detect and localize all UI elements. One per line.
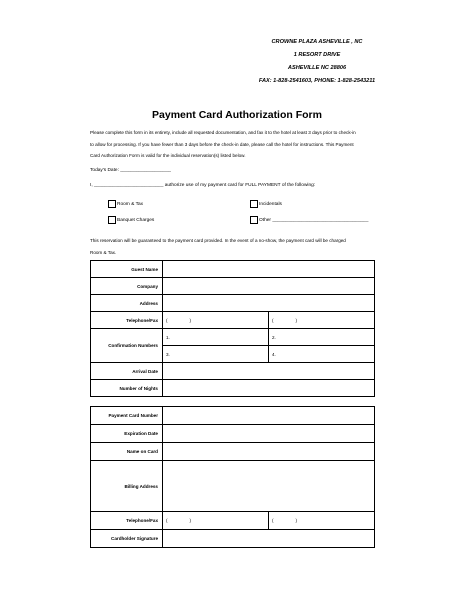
paren-close: )	[189, 317, 192, 323]
incidentals-checkbox[interactable]	[250, 200, 258, 208]
form-title: Payment Card Authorization Form	[152, 109, 322, 121]
paren-open: (	[272, 518, 274, 523]
instructions-line: Card Authorization Form is valid for the individual reservation(s) listed below.	[90, 153, 246, 158]
hotel-name: CROWNE PLAZA ASHEVILLE , NC	[271, 39, 363, 45]
option-banquet[interactable]	[108, 216, 154, 224]
hotel-street: 1 RESORT DRIVE	[293, 52, 341, 58]
card-number-label: Payment Card Number	[91, 407, 163, 425]
option-other[interactable]	[250, 216, 368, 224]
banquet-label: Banquet Charges	[117, 217, 155, 223]
guest-name-field[interactable]	[163, 261, 375, 278]
option-room-tax[interactable]	[108, 200, 143, 208]
guarantee-line: This reservation will be guaranteed to the payment card provided. In the event of a no-show, the payment card will be charged	[90, 238, 346, 243]
guarantee-line: Room & Tax.	[90, 249, 117, 255]
address-field[interactable]	[163, 295, 375, 312]
fax-field[interactable]	[269, 312, 375, 329]
signature-label: Cardholder Signature	[91, 530, 163, 548]
instructions	[90, 127, 380, 162]
company-label: Company	[91, 278, 163, 295]
card-fax-field[interactable]	[269, 512, 375, 530]
guest-name-label: Guest Name	[91, 261, 163, 278]
confirmation-numbers-label: Confirmation Numbers	[91, 329, 163, 363]
company-field[interactable]	[163, 278, 375, 295]
option-incidentals[interactable]	[250, 200, 282, 208]
reservation-table	[90, 260, 375, 397]
card-table	[90, 406, 375, 548]
incidentals-label: Incidentals	[259, 201, 282, 207]
card-number-field[interactable]	[163, 407, 375, 425]
banquet-checkbox[interactable]	[108, 216, 116, 224]
paren-open: (	[272, 317, 274, 323]
confirmation-3-field[interactable]: 3.	[163, 346, 269, 363]
hotel-contact: FAX: 1-828-2541603, PHONE: 1-828-2543211	[258, 78, 376, 84]
other-checkbox[interactable]	[250, 216, 258, 224]
other-label: Other ____________________________________	[259, 217, 369, 223]
authorize-line[interactable]: I, __________________________ authorize use of my payment card for FULL PAYMENT of the following:	[90, 183, 316, 188]
hotel-city: ASHEVILLE NC 28806	[287, 65, 347, 71]
card-telephone-label: Telephone/Fax	[91, 512, 163, 530]
paren-open: (	[166, 317, 168, 323]
telephone-label: Telephone/Fax	[91, 312, 163, 329]
name-on-card-field[interactable]	[163, 443, 375, 461]
signature-field[interactable]	[163, 530, 375, 548]
confirmation-4-field[interactable]: 4.	[269, 346, 375, 363]
confirmation-1-field[interactable]: 1.	[163, 329, 269, 346]
nights-field[interactable]	[163, 380, 375, 397]
room-tax-label: Room & Tax	[117, 201, 144, 207]
nights-label: Number of Nights	[91, 380, 163, 397]
arrival-date-field[interactable]	[163, 363, 375, 380]
paren-close: )	[295, 317, 298, 323]
expiration-field[interactable]	[163, 425, 375, 443]
paren-close: )	[189, 518, 192, 523]
instructions-line: to allow for processing. If you have fewer than 3 days before the check-in date, please call the hotel for instructions. This Payment	[90, 141, 354, 147]
billing-address-label: Billing Address	[91, 461, 163, 512]
instructions-line: Please complete this form in its entirety, include all requested documentation, and fax it to the hotel at least 3 days prior to check-in	[90, 130, 356, 135]
address-label: Address	[91, 295, 163, 312]
expiration-label: Expiration Date	[91, 425, 163, 443]
paren-open: (	[166, 518, 168, 523]
name-on-card-label: Name on Card	[91, 443, 163, 461]
confirmation-2-field[interactable]: 2.	[269, 329, 375, 346]
telephone-field[interactable]	[163, 312, 269, 329]
card-telephone-field[interactable]	[163, 512, 269, 530]
billing-address-field[interactable]	[163, 461, 375, 512]
arrival-date-label: Arrival Date	[91, 363, 163, 380]
room-tax-checkbox[interactable]	[108, 200, 116, 208]
paren-close: )	[295, 518, 298, 523]
guarantee-text	[90, 235, 380, 258]
todays-date-field[interactable]: Today's Date: ___________________	[90, 168, 171, 173]
